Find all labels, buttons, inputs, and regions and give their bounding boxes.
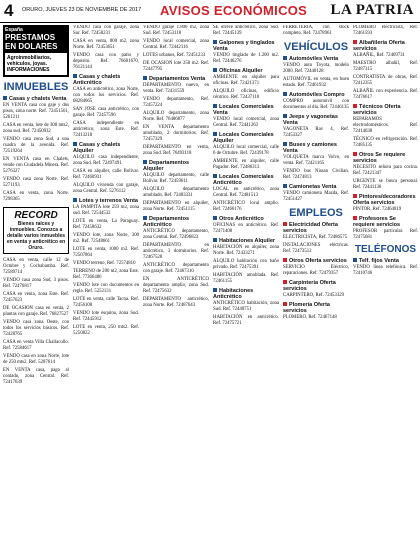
classified-item: VAGONETA Rav 4, Ref. 72453327 — [283, 127, 349, 138]
classified-item: MAESTRO albañil, Ref. 72487315 — [353, 61, 418, 72]
subcategory-label: Otros Anticrético — [219, 216, 264, 222]
subcategory-heading — [143, 76, 209, 82]
classified-item: VENDO lote esquina, zona Sud. Ref. 72445912 — [73, 311, 139, 322]
classified-item: CASA en alquiler, calle Bolívar. Ref. 72460931 — [73, 169, 139, 180]
subcategory-label: Automóviles Compro — [289, 92, 345, 98]
classified-item: CASA en venta Villa Challacollo. Ref. 72584617 — [3, 340, 69, 351]
ad-body: Bienes raíces y inmuebles. Conozca a detalle varios inmuebles en venta y anticrético en Oruro. — [6, 221, 66, 251]
classified-item: ALBAÑIL, Ref. 72469731 — [353, 53, 405, 58]
square-bullet-icon — [283, 142, 287, 146]
square-bullet-icon — [283, 258, 287, 262]
subcategory-heading — [283, 92, 349, 98]
classified-item: DE OCASION casa en venta, 2 plantas con garaje. Ref. 76827527 — [3, 306, 69, 317]
square-bullet-icon — [73, 142, 77, 146]
column-1 — [3, 25, 69, 541]
classified-item: PROFESOR particular. Ref. 72475681 — [353, 229, 418, 240]
subcategory-label: Carpintería Oferta servicios — [283, 280, 336, 292]
classified-item: ELECTRICISTA, Ref. 72486575 — [283, 235, 348, 240]
subcategory-label: Habitaciones Alquiler — [219, 238, 276, 244]
classified-item: CARPINTERO, Ref. 72453329 — [283, 293, 345, 298]
subcategory-label: Departamentos Alquiler — [143, 160, 190, 172]
classified-item: CASA en venta, zona Este. Ref. 72457623 — [3, 292, 69, 303]
classified-item: SE ofrece anticrético, zona Sud. Ref. 72445139 — [213, 25, 279, 36]
classified-item: ANTICRÉTICO local amplio. Ref. 72466176 — [213, 201, 279, 212]
subcategory-label: Habitaciones Anticrético — [213, 288, 254, 300]
square-bullet-icon — [283, 92, 287, 96]
ad-title: España — [5, 27, 23, 33]
classified-item: ALQUILO casa independiente, zona Sud. Ref. 72497491 — [73, 155, 139, 166]
classified-item: VENDO local comercial, zona Central. Ref. 72441263 — [213, 117, 279, 128]
classified-item: TÉCNICO en refrigeración. Ref. 72485135 — [353, 137, 418, 148]
classified-item: EN VENTA casa con gaje y dos pisos, zona norte. Ref. 72451561, 5261211 — [3, 103, 69, 120]
classified-item: INSTALACIONES eléctricas. Ref. 72473512 — [283, 243, 349, 254]
classified-item: ALQUILO departamento, zona Norte. Ref. 76486877 — [143, 111, 209, 122]
classified-item: CASA en venta, zona Norte. 7298365 — [3, 191, 69, 202]
classified-item: CASA en venta, 800 m2, zona Norte. Ref. 72453651 — [73, 39, 139, 50]
category-heading: VEHÍCULOS — [283, 41, 349, 53]
subcategory-label: Departamentos Venta — [149, 76, 206, 82]
classified-item: VENDO casa zona Sud, a una cuadra de la avenida. Ref. 72519264 — [3, 137, 69, 154]
square-bullet-icon — [213, 68, 217, 72]
subcategory-heading — [283, 142, 349, 154]
subcategory-heading — [213, 288, 279, 300]
classified-item: DEPARTAMENTO nuevo, en venta. Ref. 72431559 — [143, 83, 209, 94]
classified-item: FERRETERÍA, con stock completo. Ref. 72478961 — [283, 25, 349, 36]
square-bullet-icon — [213, 238, 217, 242]
classified-item: DEPARTAMENTO anticrético, zona Norte. Ref. 72487643 — [143, 297, 209, 308]
square-bullet-icon — [143, 216, 147, 220]
subcategory-label: Plomería Oferta servicios — [283, 302, 330, 314]
subcategory-heading — [213, 238, 279, 244]
column-2 — [73, 25, 139, 541]
subcategory-heading — [283, 258, 349, 264]
classified-item: ANTICRÉTICO habitación, zona Sud. Ref. 72448751 — [213, 301, 279, 312]
classified-item: CASA en venta, calle 12 de Octubre y Cochabamba. Ref. 72589714 — [3, 258, 69, 275]
category-heading: TELÉFONOS — [354, 244, 417, 255]
classified-item: VENDO terreno, Ref. 72574810 — [73, 261, 136, 266]
subcategory-label: Casas y chalets Anticrético — [73, 74, 121, 86]
subcategory-label: Telf. fijos Venta — [359, 258, 399, 264]
classified-item: VENDO casa con patio y depósito. Ref. 76601670, 76121144 — [73, 53, 139, 70]
classified-item: COMPRO automóvil con documentos al día. Ref. 72446135 — [283, 99, 349, 110]
column-6 — [353, 25, 418, 541]
square-bullet-icon — [3, 96, 7, 100]
square-bullet-icon — [213, 132, 217, 136]
subcategory-heading — [283, 222, 349, 234]
classified-item: VENDO casa en zona Norte, lote de 250 mts2. Ref. 5287614 — [3, 354, 69, 365]
subcategory-label: Locales Comerciales Anticrético — [213, 174, 274, 186]
subcategory-heading — [353, 40, 418, 52]
page-header — [0, 0, 420, 23]
column-5 — [283, 25, 349, 541]
classified-item: ANTICRÉTICO departamento con garaje. Ref. 72467310 — [143, 263, 209, 274]
square-bullet-icon — [353, 216, 357, 220]
square-bullet-icon — [143, 160, 147, 164]
square-bullet-icon — [353, 104, 357, 108]
square-bullet-icon — [283, 302, 287, 306]
category-heading: EMPLEOS — [289, 207, 343, 219]
classified-item: VENDO garaje 1.800 m2, zona Sud. Ref. 72453118 — [143, 25, 209, 36]
classified-item: VOLQUETA marca Volvo, en venta. Ref. 72421165 — [283, 155, 349, 166]
subcategory-heading — [73, 74, 139, 86]
subcategory-label: Albañilería Oferta servicios — [353, 40, 405, 52]
subcategory-label: Otros Se requiere servicios — [353, 152, 406, 164]
classified-item: VENDO casa zona Sud, 3 pisos. Ref. 72476817 — [3, 278, 69, 289]
classified-item: EN VENTA casa en Chalets, vende con Ciudadela Minera. Ref. 5276327 — [3, 157, 69, 174]
classified-item: PLOMERO electricista, Ref. 72461593 — [353, 25, 418, 36]
advertisement-espana — [3, 25, 69, 77]
square-bullet-icon — [213, 104, 217, 108]
square-bullet-icon — [283, 56, 287, 60]
classified-item: CONTRATISTA de obras, Ref. 72412355 — [353, 75, 418, 86]
classified-item: CASA independiente en anticrético, zona Este. Ref. 72413218 — [73, 121, 139, 138]
classified-item: VENDO casa zona Norte. Ref. 5271193 — [3, 177, 69, 188]
subcategory-heading — [73, 198, 139, 204]
classified-item: EN VENTA departamento amoblado, 2 dormitorios. Ref. 72457329 — [143, 125, 209, 142]
classified-item: VENDO lote con documentos en regla. Ref. 5252131 — [73, 283, 139, 294]
classified-item: LOTE en venta, 250 mts2. Ref. 5250822 — [73, 325, 139, 336]
subcategory-heading — [353, 194, 418, 206]
column-4 — [213, 25, 279, 541]
classified-item: VENDO local comercial, zona Central. Ref. 72442116 — [143, 39, 209, 50]
classified-item: VENDO línea telefónica. Ref. 72410746 — [353, 265, 418, 276]
subcategory-label: Pintores/decoradores Oferta servicios — [353, 194, 416, 206]
square-bullet-icon — [283, 114, 287, 118]
classified-item: DEPARTAMENTO en alquiler, zona Norte. Ref. 72451115 — [143, 201, 209, 212]
classified-item: SAN JOSE casa anticrético, con garaje. Ref. 72457596 — [73, 107, 139, 118]
classified-item: DEPARTAMENTO en anticrético, 3 dormitorios. Ref. 72467528 — [143, 243, 209, 260]
dateline: ORURO, JUEVES 23 DE NOVIEMBRE DE 2017 — [22, 7, 142, 13]
classified-item: VENDO departamento, Ref. 72457224 — [143, 97, 209, 108]
square-bullet-icon — [73, 198, 77, 202]
classified-item: HABITACIÓN amoblada. Ref. 72461155 — [213, 273, 279, 284]
subcategory-heading — [213, 40, 279, 52]
classified-item: ALQUILO vivienda con garaje, zona Central. Ref. 5276112 — [73, 183, 139, 194]
newspaper-brand: LA PATRIA — [330, 2, 414, 18]
square-bullet-icon — [213, 216, 217, 220]
square-bullet-icon — [353, 194, 357, 198]
subcategory-heading — [213, 174, 279, 186]
subcategory-label: Casas y chalets Alquiler — [73, 142, 121, 154]
classified-item: VENDO camioneta Mazda, Ref. 72451427 — [283, 191, 349, 202]
subcategory-label: Otros Oferta servicios — [289, 258, 347, 264]
category-heading: INMUEBLES — [3, 81, 69, 93]
classified-item: LA PAMPITA lote 259 m2, zona sud. Ref. 72544532 — [73, 205, 139, 216]
page-number: 4 — [4, 1, 14, 20]
classified-item: LOCAL en anticrético, zona Central. Ref. 72481513 — [213, 187, 279, 198]
classified-item: ALQUILO departamento amoblado. Ref. 72483331 — [143, 187, 209, 198]
subcategory-heading — [213, 132, 279, 144]
classified-item: VENDO bus Nissan Civilian. Ref. 72474813 — [283, 169, 349, 180]
classified-item: EN VENTA casa, pago al contado, zona Central. Ref. 72417639 — [3, 368, 69, 385]
subcategory-label: Locales Comerciales Venta — [213, 104, 274, 116]
classified-item: VENDO casa zona Oeste, con todos los servicios básicos. Ref. 72428765 — [3, 320, 69, 337]
square-bullet-icon — [143, 76, 147, 80]
subcategory-heading — [283, 114, 349, 126]
ad-headline: PRESTAMOS EN DOLARES — [5, 33, 58, 51]
classified-item: HABITACIÓN en anticrético. Ref. 72475721 — [213, 315, 279, 326]
subcategory-heading — [73, 142, 139, 154]
subcategory-label: Lotes y terrenos Venta — [79, 198, 138, 204]
classified-item: REPARAMOS electrodomésticos. Ref. 72414638 — [353, 117, 418, 134]
classified-item: AMBIENTE en alquiler, calle Pagador. Ref. 72486313 — [213, 159, 279, 170]
subcategory-label: Automóviles Venta — [289, 56, 339, 62]
subcategory-heading — [353, 216, 418, 228]
classified-item: LOTE en venta, 1000 m2. Ref. 72507864 — [73, 247, 139, 258]
classified-item: TERRENO de 200 m2, zona Este. Ref. 77366486 — [73, 269, 139, 280]
square-bullet-icon — [283, 184, 287, 188]
square-bullet-icon — [353, 40, 357, 44]
classified-item: LOTE en venta, calle Tacna. Ref. 72456108 — [73, 297, 139, 308]
subcategory-heading — [283, 56, 349, 62]
column-3 — [143, 25, 209, 541]
classified-item: DE OCASION lote 250 m2. Ref. 72447795 — [143, 61, 209, 72]
classified-item: NECESITO señora para cocina. Ref. 72421347 — [353, 165, 418, 176]
classified-item: ALQUILO habitación con baño privado. Ref. 72475391 — [213, 259, 279, 270]
classified-item: LOTES urbanos, Ref. 72451233 — [143, 53, 206, 58]
classified-item: VENDO auto Toyota, modelo 2000. Ref. 72440128 — [283, 63, 349, 74]
classified-item: AUTOMÓVIL en venta, en buen estado. Ref. 72461932 — [283, 77, 349, 88]
classified-item: OFICINAS en anticrético. Ref. 72471408 — [213, 223, 279, 234]
subcategory-heading — [213, 68, 279, 74]
square-bullet-icon — [73, 74, 77, 78]
subcategory-label: Profesores Se requiere servicios — [353, 216, 401, 228]
square-bullet-icon — [353, 258, 357, 262]
classified-item: HABITACIÓN en alquiler, zona Norte. Ref. 72433271 — [213, 245, 279, 256]
subcategory-heading — [3, 96, 69, 102]
square-bullet-icon — [213, 288, 217, 292]
square-bullet-icon — [353, 152, 357, 156]
classified-item: VENDO lote, zona Norte, 300 m2. Ref. 72548661 — [73, 233, 139, 244]
subcategory-label: Electricidad Oferta servicios — [283, 222, 338, 234]
square-bullet-icon — [283, 222, 287, 226]
subcategory-label: Técnicos Oferta servicios — [353, 104, 401, 116]
subcategory-label: Jeeps y vagonetas Venta — [283, 114, 338, 126]
subcategory-heading — [283, 302, 349, 314]
subcategory-label: Departamentos Anticrético — [143, 216, 190, 228]
classified-item: ALQUILO local comercial, calle 6 de Octubre. Ref. 72439178 — [213, 145, 279, 156]
classified-item: AMBIENTE en alquiler para oficinas. Ref. 72421371 — [213, 75, 279, 86]
classified-item: ALQUILO oficinas, edificio céntrico. Ref. 72437110 — [213, 89, 279, 100]
square-bullet-icon — [283, 280, 287, 284]
subcategory-label: Oficinas Alquiler — [219, 68, 263, 74]
subcategory-heading — [143, 216, 209, 228]
classified-item: ALQUILO departamento, calle Bolívar. Ref. 72459611 — [143, 173, 209, 184]
classified-item: CASA en anticrético, zona Norte, con todos los servicios. Ref. 68284665 — [73, 87, 139, 104]
subcategory-label: Camionetas Venta — [289, 184, 337, 190]
subcategory-heading — [353, 152, 418, 164]
square-bullet-icon — [213, 174, 217, 178]
classified-item: URGENTE se busca personal. Ref. 72441136 — [353, 179, 418, 190]
ad-title: RECORD — [14, 210, 58, 221]
advertisement-record — [3, 207, 69, 254]
classified-item: ANTICRÉTICO departamento, zona Central. Ref. 72496823 — [143, 229, 209, 240]
classified-item: PLOMERO, Ref. 72467148 — [283, 315, 337, 320]
section-title: AVISOS ECONÓMICOS — [160, 3, 308, 18]
subcategory-label: Locales Comerciales Alquiler — [213, 132, 274, 144]
subcategory-heading — [213, 104, 279, 116]
classified-item: VENDO tinglado de 1.200 m2. Ref. 72446276 — [213, 53, 279, 64]
subcategory-heading — [283, 280, 349, 292]
subcategory-heading — [143, 160, 209, 172]
classified-item: EN ANTICRÉTICO departamento amplio, zona Sud. Ref. 72475632 — [143, 277, 209, 294]
classified-item: CASA en venta, lote de 300 mts2, zona sud. Ref. 72450932 — [3, 123, 69, 134]
ad-body: Agroinmobiliarios, vehículos, joyas. INFORMACIONES — [5, 53, 67, 75]
subcategory-label: Buses y camiones Venta — [283, 142, 337, 154]
classified-item: ALBAÑIL con experiencia. Ref. 72476617 — [353, 89, 418, 100]
square-bullet-icon — [213, 40, 217, 44]
classified-item: LOTE en venta, La Paraguay. Ref. 72458632 — [73, 219, 139, 230]
classified-item: VENDO casa con garaje, zona Sur. Ref. 72458231 — [73, 25, 139, 36]
subcategory-heading — [283, 184, 349, 190]
classified-item: SERVICIO Eléctrico, reparaciones. Ref. 72479357 — [283, 265, 349, 276]
classified-item: PINTOR, Ref. 72464819 — [353, 207, 402, 212]
classified-item: DEPARTAMENTO en venta, zona Sud. Ref. 76493118 — [143, 145, 209, 156]
subcategory-heading — [353, 104, 418, 116]
subcategory-heading — [213, 216, 279, 222]
subcategory-heading — [353, 258, 418, 264]
subcategory-label: Galpones y tinglados Venta — [213, 40, 275, 52]
subcategory-label: Casas y chalets Venta — [9, 96, 67, 102]
